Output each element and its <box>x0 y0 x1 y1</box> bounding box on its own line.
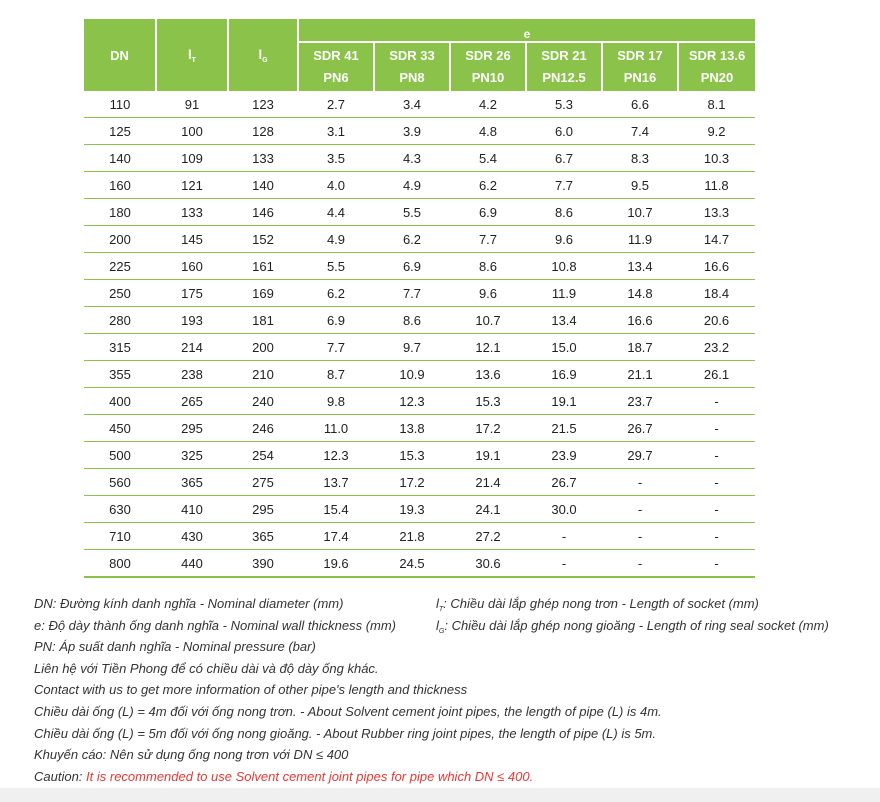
table-cell: 8.3 <box>602 145 678 172</box>
table-cell: 13.6 <box>450 361 526 388</box>
table-cell: 200 <box>84 226 156 253</box>
table-cell: 20.6 <box>678 307 755 334</box>
table-cell: 9.6 <box>450 280 526 307</box>
table-cell: 8.6 <box>374 307 450 334</box>
table-row <box>84 226 755 253</box>
table-cell: 12.1 <box>450 334 526 361</box>
table-cell: - <box>678 469 755 496</box>
table-cell: 128 <box>228 118 298 145</box>
table-cell: 5.5 <box>374 199 450 226</box>
table-cell: 10.7 <box>602 199 678 226</box>
table-cell: 21.1 <box>602 361 678 388</box>
table-cell: 6.9 <box>450 199 526 226</box>
table-cell: 5.5 <box>298 253 374 280</box>
header-dn: DN <box>84 19 156 91</box>
table-row <box>84 415 755 442</box>
table-cell: - <box>678 415 755 442</box>
table-cell: 560 <box>84 469 156 496</box>
table-row <box>84 199 755 226</box>
table-cell: 450 <box>84 415 156 442</box>
header-pn-label: PN20 <box>700 70 734 85</box>
table-cell: 4.9 <box>298 226 374 253</box>
table-cell: 29.7 <box>602 442 678 469</box>
table-cell: 3.9 <box>374 118 450 145</box>
table-cell: 6.0 <box>526 118 602 145</box>
note-contact-en: Contact with us to get more information of other pipe's length and thickness <box>34 682 468 698</box>
table-row <box>84 388 755 415</box>
table-cell: 295 <box>156 415 228 442</box>
table-cell: 109 <box>156 145 228 172</box>
table-cell: 4.4 <box>298 199 374 226</box>
table-cell: 254 <box>228 442 298 469</box>
table-cell: 10.3 <box>678 145 755 172</box>
table-cell: 17.2 <box>450 415 526 442</box>
table-cell: 214 <box>156 334 228 361</box>
table-cell: 11.0 <box>298 415 374 442</box>
table-cell: 19.6 <box>298 550 374 578</box>
table-cell: 123 <box>228 91 298 118</box>
table-cell: 133 <box>156 199 228 226</box>
caution-label: Caution: <box>34 768 83 784</box>
note-lg: $l_G$: Chiều dài lắp ghép nong gioăng - Length of ring seal socket (mm) <box>436 617 829 635</box>
table-cell: 18.4 <box>678 280 755 307</box>
table-cell: 365 <box>156 469 228 496</box>
header-e-group: e <box>298 19 755 42</box>
header-pn-label: PN16 <box>623 70 657 85</box>
table-cell: 280 <box>84 307 156 334</box>
table-cell: - <box>526 523 602 550</box>
table-cell: 169 <box>228 280 298 307</box>
note-caution <box>34 766 662 788</box>
table-cell: 10.9 <box>374 361 450 388</box>
table-cell: 7.7 <box>450 226 526 253</box>
table-cell: 11.9 <box>526 280 602 307</box>
table-cell: 7.7 <box>374 280 450 307</box>
header-lt: $l_T$ <box>156 19 228 91</box>
table-cell: - <box>678 388 755 415</box>
table-cell: 265 <box>156 388 228 415</box>
pipe-spec-table <box>84 19 755 578</box>
table-cell: 200 <box>228 334 298 361</box>
table-cell: 13.8 <box>374 415 450 442</box>
table-cell: - <box>602 550 678 578</box>
table-cell: 13.3 <box>678 199 755 226</box>
table-cell: 210 <box>228 361 298 388</box>
table-cell: 4.3 <box>374 145 450 172</box>
note-lt: $l_T$: Chiều dài lắp ghép nong trơn - Length of socket (mm) <box>436 596 759 613</box>
table-cell: 238 <box>156 361 228 388</box>
table-cell: 23.2 <box>678 334 755 361</box>
table-cell: 9.5 <box>602 172 678 199</box>
table-cell: 15.4 <box>298 496 374 523</box>
table-cell: 110 <box>84 91 156 118</box>
table-cell: 9.7 <box>374 334 450 361</box>
table-cell: - <box>678 442 755 469</box>
table-cell: 23.9 <box>526 442 602 469</box>
table-cell: 193 <box>156 307 228 334</box>
table-row <box>84 496 755 523</box>
header-pn-label: PN8 <box>399 70 425 85</box>
table-cell: 440 <box>156 550 228 578</box>
note-row-dn <box>34 593 759 615</box>
table-cell: 140 <box>228 172 298 199</box>
table-cell: 3.5 <box>298 145 374 172</box>
header-sdr-5 <box>678 42 755 91</box>
table-cell: 10.8 <box>526 253 602 280</box>
table-cell: 160 <box>156 253 228 280</box>
table-cell: 6.9 <box>374 253 450 280</box>
table-cell: 500 <box>84 442 156 469</box>
table-row <box>84 442 755 469</box>
table-cell: 21.4 <box>450 469 526 496</box>
table-cell: 6.2 <box>298 280 374 307</box>
table-cell: 4.8 <box>450 118 526 145</box>
header-sdr-2 <box>450 42 526 91</box>
table-cell: 181 <box>228 307 298 334</box>
header-sdr-label: SDR 26 <box>465 48 511 63</box>
table-cell: 14.8 <box>602 280 678 307</box>
table-cell: 275 <box>228 469 298 496</box>
note-length-4m: Chiều dài ống (L) = 4m đối với ống nong trơn. - About Solvent cement joint pipes, the length of pipe (L) is 4m. <box>34 703 662 719</box>
table-cell: 9.6 <box>526 226 602 253</box>
table-cell: 6.2 <box>450 172 526 199</box>
table-row <box>84 334 755 361</box>
table-cell: 140 <box>84 145 156 172</box>
table-row <box>84 91 755 118</box>
table-cell: 160 <box>84 172 156 199</box>
table-cell: 21.5 <box>526 415 602 442</box>
table-cell: 125 <box>84 118 156 145</box>
table-row <box>84 361 755 388</box>
table-cell: 10.7 <box>450 307 526 334</box>
table-cell: - <box>678 550 755 578</box>
table-cell: 246 <box>228 415 298 442</box>
table-cell: 18.7 <box>602 334 678 361</box>
header-pn-label: PN6 <box>323 70 349 85</box>
table-cell: 315 <box>84 334 156 361</box>
table-cell: 100 <box>156 118 228 145</box>
table-row <box>84 469 755 496</box>
note-pn: PN: Áp suất danh nghĩa - Nominal pressure (bar) <box>34 639 316 655</box>
table-cell: 9.2 <box>678 118 755 145</box>
table-cell: 23.7 <box>602 388 678 415</box>
header-sdr-3 <box>526 42 602 91</box>
table-cell: 17.2 <box>374 469 450 496</box>
table-cell: 17.4 <box>298 523 374 550</box>
table-cell: 6.7 <box>526 145 602 172</box>
table-cell: 4.2 <box>450 91 526 118</box>
table-cell: 6.2 <box>374 226 450 253</box>
table-cell: 16.6 <box>602 307 678 334</box>
bottom-band <box>0 788 880 802</box>
table-row <box>84 280 755 307</box>
header-sdr-1 <box>374 42 450 91</box>
table-cell: 14.7 <box>678 226 755 253</box>
table-cell: 8.6 <box>450 253 526 280</box>
table-cell: 16.6 <box>678 253 755 280</box>
table-cell: 13.4 <box>526 307 602 334</box>
table-cell: - <box>602 469 678 496</box>
caution-text: It is recommended to use Solvent cement joint pipes for pipe which DN ≤ 400. <box>82 768 534 784</box>
table-cell: 240 <box>228 388 298 415</box>
table-cell: 7.7 <box>298 334 374 361</box>
header-pn-label: PN10 <box>471 70 505 85</box>
table-cell: 3.1 <box>298 118 374 145</box>
table-cell: - <box>678 496 755 523</box>
table-row <box>84 172 755 199</box>
table-cell: 325 <box>156 442 228 469</box>
table-cell: 3.4 <box>374 91 450 118</box>
table-cell: 19.3 <box>374 496 450 523</box>
table-cell: 13.4 <box>602 253 678 280</box>
table-cell: 12.3 <box>374 388 450 415</box>
table-cell: 225 <box>84 253 156 280</box>
table-cell: 19.1 <box>526 388 602 415</box>
table-cell: 9.8 <box>298 388 374 415</box>
table-cell: 710 <box>84 523 156 550</box>
table-cell: 11.8 <box>678 172 755 199</box>
notes-section <box>34 593 829 787</box>
table-cell: 7.7 <box>526 172 602 199</box>
table-cell: 800 <box>84 550 156 578</box>
table-cell: 145 <box>156 226 228 253</box>
table-cell: 12.3 <box>298 442 374 469</box>
table-cell: 2.7 <box>298 91 374 118</box>
table-cell: 15.3 <box>374 442 450 469</box>
table-cell: 8.6 <box>526 199 602 226</box>
table-cell: 26.7 <box>602 415 678 442</box>
table-cell: - <box>602 496 678 523</box>
header-lg: $l_G$ <box>228 19 298 91</box>
note-row-e <box>34 615 829 637</box>
table-cell: 16.9 <box>526 361 602 388</box>
note-contact-vi: Liên hệ với Tiền Phong để có chiều dài và độ dày ống khác. <box>34 660 379 676</box>
table-cell: 26.7 <box>526 469 602 496</box>
header-pn-label: PN12.5 <box>542 70 586 85</box>
table-row <box>84 307 755 334</box>
table-cell: 410 <box>156 496 228 523</box>
table-cell: - <box>602 523 678 550</box>
table-cell: 30.0 <box>526 496 602 523</box>
header-sdr-label: SDR 17 <box>617 48 663 63</box>
table-cell: 630 <box>84 496 156 523</box>
table-cell: 19.1 <box>450 442 526 469</box>
table-cell: 24.5 <box>374 550 450 578</box>
table-cell: 430 <box>156 523 228 550</box>
table-cell: 146 <box>228 199 298 226</box>
header-sdr-label: SDR 21 <box>541 48 587 63</box>
header-sdr-4 <box>602 42 678 91</box>
table-row <box>84 145 755 172</box>
note-recommend-vi: Khuyến cáo: Nên sử dụng ống nong trơn với DN ≤ 400 <box>34 747 349 763</box>
table-cell: 133 <box>228 145 298 172</box>
table-row <box>84 523 755 550</box>
note-dn: DN: Đường kính danh nghĩa - Nominal diameter (mm) <box>34 596 344 611</box>
table-cell: 400 <box>84 388 156 415</box>
header-sdr-0 <box>298 42 374 91</box>
table-cell: 5.3 <box>526 91 602 118</box>
table-cell: 161 <box>228 253 298 280</box>
header-sdr-label: SDR 13.6 <box>688 48 746 63</box>
table-cell: 180 <box>84 199 156 226</box>
table-cell: 121 <box>156 172 228 199</box>
table-cell: 7.4 <box>602 118 678 145</box>
table-cell: 295 <box>228 496 298 523</box>
table-row <box>84 253 755 280</box>
note-length-5m: Chiều dài ống (L) = 5m đối với ống nong gioăng. - About Rubber ring joint pipes, the length of pipe (L) is 5m. <box>34 725 657 741</box>
table-cell: 30.6 <box>450 550 526 578</box>
table-cell: 250 <box>84 280 156 307</box>
table-cell: 13.7 <box>298 469 374 496</box>
table-cell: 355 <box>84 361 156 388</box>
table-cell: 6.6 <box>602 91 678 118</box>
note-e: e: Độ dày thành ống danh nghĩa - Nominal wall thickness (mm) <box>34 617 397 633</box>
table-cell: 175 <box>156 280 228 307</box>
table-row <box>84 118 755 145</box>
table-cell: 15.0 <box>526 334 602 361</box>
table-cell: 21.8 <box>374 523 450 550</box>
table-cell: - <box>678 523 755 550</box>
table-cell: 27.2 <box>450 523 526 550</box>
table-cell: 4.0 <box>298 172 374 199</box>
table-cell: 8.7 <box>298 361 374 388</box>
header-sdr-label: SDR 41 <box>313 48 359 63</box>
table-cell: 6.9 <box>298 307 374 334</box>
table-cell: 365 <box>228 523 298 550</box>
table-cell: 26.1 <box>678 361 755 388</box>
table-cell: - <box>526 550 602 578</box>
table-cell: 24.1 <box>450 496 526 523</box>
table-cell: 15.3 <box>450 388 526 415</box>
table-cell: 8.1 <box>678 91 755 118</box>
table-cell: 91 <box>156 91 228 118</box>
table-cell: 4.9 <box>374 172 450 199</box>
header-sdr-label: SDR 33 <box>389 48 435 63</box>
table-cell: 152 <box>228 226 298 253</box>
table-cell: 390 <box>228 550 298 578</box>
table-cell: 5.4 <box>450 145 526 172</box>
table-row <box>84 550 755 578</box>
table-cell: 11.9 <box>602 226 678 253</box>
